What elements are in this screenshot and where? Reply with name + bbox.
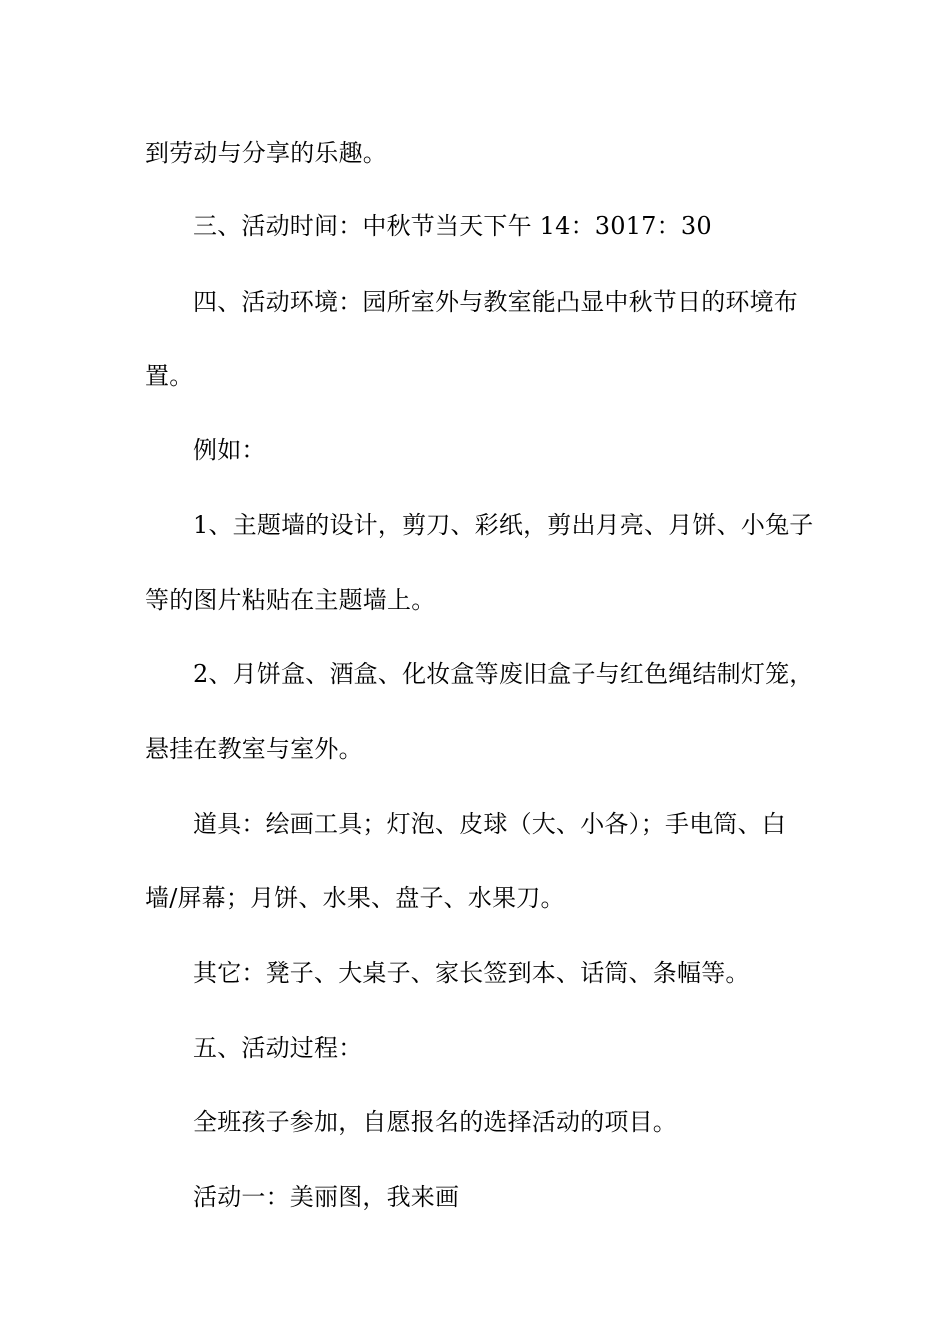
text-line: 置。 (145, 362, 194, 390)
text-line: 四、活动环境：园所室外与教室能凸显中秋节日的环境布 (193, 288, 798, 316)
text-line: 全班孩子参加，自愿报名的选择活动的项目。 (193, 1108, 677, 1136)
text-line: 悬挂在教室与室外。 (145, 735, 363, 763)
text-line: 1、主题墙的设计，剪刀、彩纸，剪出月亮、月饼、小兔子 (193, 511, 814, 539)
text-line: 五、活动过程： (193, 1034, 363, 1062)
text-line: 例如： (193, 436, 266, 464)
text-line: 三、活动时间：中秋节当天下午 14：3017：30 (193, 212, 712, 240)
text-line: 到劳动与分享的乐趣。 (145, 139, 387, 167)
text-line: 2、月饼盒、酒盒、化妆盒等废旧盒子与红色绳结制灯笼， (193, 660, 814, 688)
text-line: 其它：凳子、大桌子、家长签到本、话筒、条幅等。 (193, 959, 750, 987)
text-line: 活动一：美丽图，我来画 (193, 1183, 460, 1211)
text-line: 道具：绘画工具；灯泡、皮球（大、小各）；手电筒、白 (193, 810, 786, 838)
text-line: 墙/屏幕；月饼、水果、盘子、水果刀。 (145, 884, 565, 912)
text-line: 等的图片粘贴在主题墙上。 (145, 586, 436, 614)
